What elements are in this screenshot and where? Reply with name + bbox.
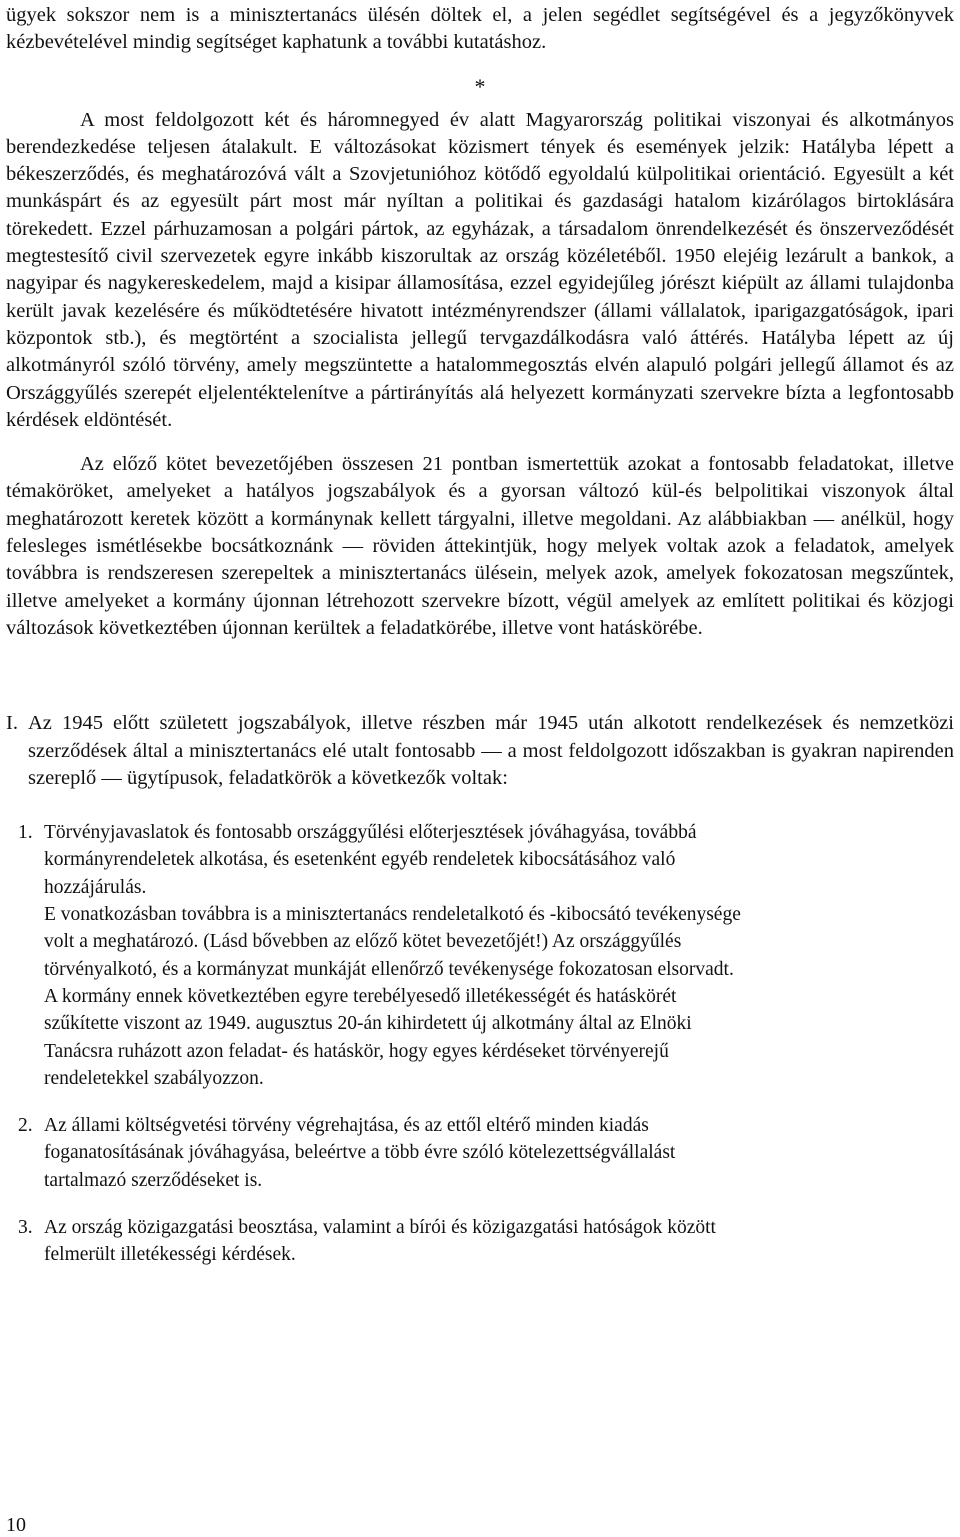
list-item-line: rendeletekkel szabályozzon.	[44, 1067, 264, 1089]
list-item	[6, 1112, 954, 1194]
list-item-line: A kormány ennek következtében egyre terebélyesedő illetékességét és hatáskörét	[44, 985, 677, 1007]
intro-paragraph: A most feldolgozott két és háromnegyed év alatt Magyarország politikai viszonyai és alkotmányos berendezkedése teljesen átalakult. E változásokat közismert tények és események jelzik: Hatályba lépett a békeszerződés, és meghatározóvá vált a Szovjetunióhoz kötődő egyoldalú külpolitikai orientáció. Egyesült a két munkáspárt és az egyesült párt most már nyíltan a politikai és gazdasági hatalom kizárólagos birtoklására törekedett. Ezzel párhuzamosan a polgári pártok, az egyházak, a társadalom önrendelkezését és önszerveződését megtestesítő civil szervezetek egyre inkább kiszorultak az ország közéletéből. 1950 elejéig lezárult a bankok, a nagyipar és nagykereskedelem, majd a kisipar államosítása, ezzel egyidejűleg jórészt kiépült az állami tulajdonba került javak kezelésére és működtetésére hivatott intézményrendszer (állami vállalatok, iparigazgatóságok, ipari központok stb.), és megtörtént a szocialista jellegű tervgazdálkodásra való áttérés. Hatályba lépett az új alkotmányról szóló törvény, amely megszüntette a hatalommegosztás elvén alapuló polgári jellegű államot és az Országgyűlés szerepét eljelentéktelenítve a pártirányítás alá helyezett kormányzati szervekre bízta a legfontosabb kérdések eldöntését.	[6, 108, 954, 431]
page-number: 10	[6, 1514, 26, 1536]
section-number: I.	[6, 712, 18, 735]
list-item-line: szűkítette viszont az 1949. augusztus 20-án kihirdetett új alkotmány által az Elnöki	[44, 1013, 692, 1035]
list-item-line: hozzájárulás.	[44, 876, 147, 898]
list-item-line: felmerült illetékességi kérdések.	[44, 1244, 296, 1266]
opening-paragraph: ügyek sokszor nem is a minisztertanács ülésén döltek el, a jelen segédlet segítségével és a jegyzőkönyvek kézbevételével mindig segítséget kaphatunk a további kutatáshoz.	[6, 4, 954, 54]
list-item	[6, 1214, 954, 1269]
list-item-line: E vonatkozásban továbbra is a minisztertanács rendeletalkotó és -kibocsátó tevékenysége	[44, 904, 741, 926]
section-i	[6, 710, 954, 792]
list-item	[6, 819, 954, 1092]
numbered-list	[6, 819, 954, 1268]
list-item-number: 1.	[18, 822, 33, 844]
list-item-number: 2.	[18, 1115, 33, 1137]
list-item-line: Törvényjavaslatok és fontosabb országgyűlési előterjesztések jóváhagyása, továbbá	[44, 822, 697, 844]
list-item-line: tartalmazó szerződéseket is.	[44, 1169, 263, 1191]
section-separator: *	[474, 73, 486, 99]
list-item-line: Tanácsra ruházott azon feladat- és hatáskör, hogy egyes kérdéseket törvényerejű	[44, 1040, 669, 1062]
list-item-line: Az állami költségvetési törvény végrehajtása, és az ettől eltérő minden kiadás	[44, 1115, 649, 1137]
list-item-number: 3.	[18, 1216, 33, 1238]
list-item-line: volt a meghatározó. (Lásd bővebben az előző kötet bevezetőjét!) Az országgyűlés	[44, 931, 682, 953]
list-item-line: foganatosításának jóváhagyása, beleértve a több évre szóló kötelezettségvállalást	[44, 1142, 676, 1164]
second-paragraph: Az előző kötet bevezetőjében összesen 21 pontban ismertettük azokat a fontosabb feladatokat, illetve témaköröket, amelyeket a hatályos jogszabályok és a gyorsan változó kül-és belpolitikai viszonyok által meghatározott keretek között a kormánynak kellett tárgyalni, illetve megoldani. Az alábbiakban — anélkül, hogy felesleges ismétlésekbe bocsátkoznánk — röviden áttekintjük, hogy melyek voltak azok a feladatok, amelyek továbbra is rendszeresen szerepeltek a minisztertanács ülésein, melyek azok, amelyek fokozatosan megszűntek, illetve amelyeket a kormány újonnan létrehozott szervekre bízott, végül amelyek az említett politikai és közjogi változások következtében újonnan kerültek a feladatkörébe, illetve vont hatáskörébe.	[6, 453, 954, 639]
list-item-line: kormányrendeletek alkotása, és esetenként egyéb rendeletek kibocsátásához való	[44, 849, 676, 871]
section-text: Az 1945 előtt született jogszabályok, illetve részben már 1945 után alkotott rendelkezések és nemzetközi szerződések által a minisztertanács elé utalt fontosabb — a most feldolgozott időszakban is gyakran napirenden szereplő — ügytípusok, feladatkörök a következők voltak:	[28, 712, 954, 789]
list-item-line: törvényalkotó, és a kormányzat munkáját ellenőrző tevékenysége fokozatosan elsorvadt.	[44, 958, 734, 980]
document-page	[6, 0, 954, 1289]
list-item-line: Az ország közigazgatási beosztása, valamint a bírói és közigazgatási hatóságok között	[44, 1216, 716, 1238]
